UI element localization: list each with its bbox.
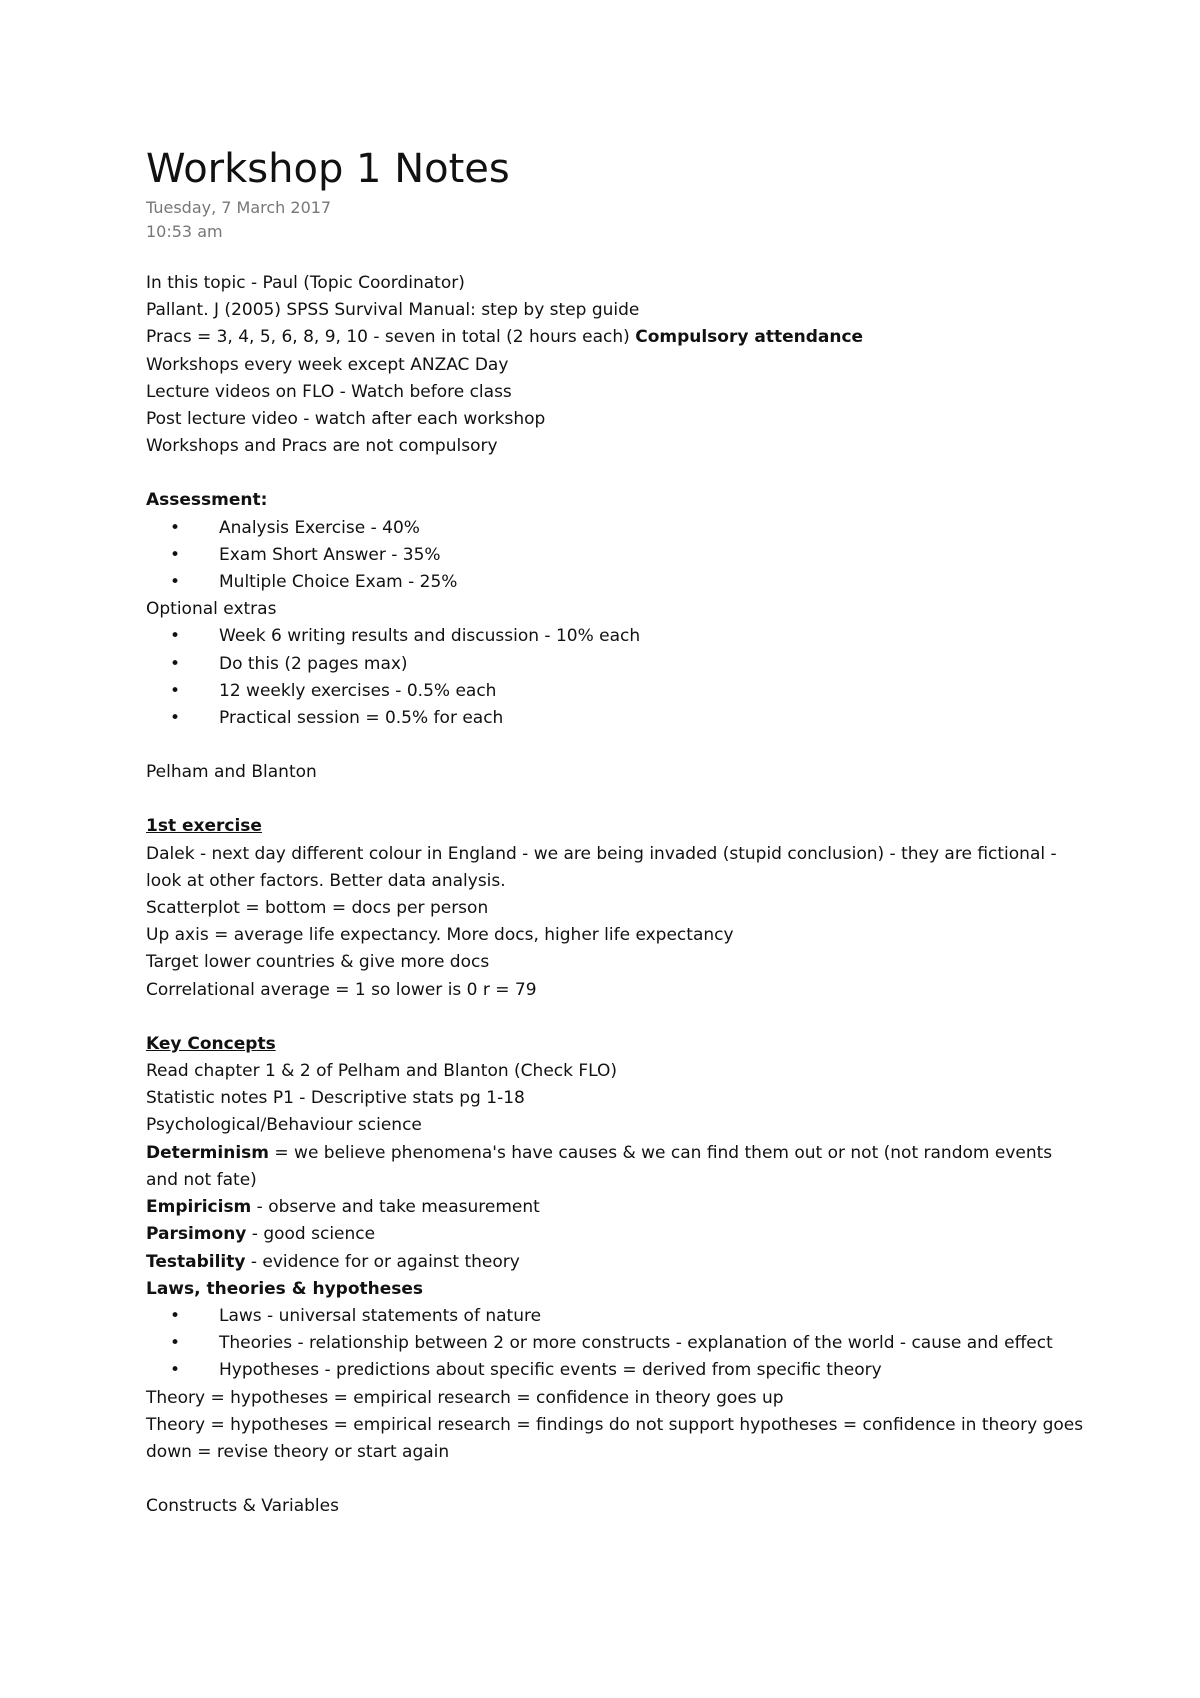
compulsory-attendance: Compulsory attendance (635, 327, 864, 348)
optional-extras-heading: Optional extras (146, 599, 277, 620)
laws-heading: Laws, theories & hypotheses (146, 1278, 424, 1299)
theory-line: Theory = hypotheses = empirical research = findings do not support hypotheses = confidence in theory goes down = revise theory or start again (146, 1414, 1084, 1462)
key-concepts-line: Read chapter 1 & 2 of Pelham and Blanton (Check FLO) (146, 1061, 618, 1082)
spacer (146, 460, 1086, 487)
key-concepts-line: Psychological/Behaviour science (146, 1115, 422, 1136)
term-line (146, 1194, 1086, 1221)
term-line (146, 1140, 1086, 1194)
exercise-line: Target lower countries & give more docs (146, 952, 490, 973)
exercise-line: Dalek - next day different colour in England - we are being invaded (stupid conclusion) - they are fictional - look at other factors. Better data analysis. (146, 843, 1057, 891)
list-item: • Hypotheses - predictions about specific events = derived from specific theory (146, 1357, 1086, 1384)
term-definition: - observe and take measurement (251, 1197, 540, 1218)
intro-line: Lecture videos on FLO - Watch before class (146, 381, 512, 402)
term-label: Determinism (146, 1142, 269, 1163)
list-item: • Multiple Choice Exam - 25% (146, 569, 1086, 596)
spacer (146, 1466, 1086, 1493)
exercise-line: Up axis = average life expectancy. More docs, higher life expectancy (146, 925, 734, 946)
pelham-heading: Pelham and Blanton (146, 762, 317, 783)
assessment-heading: Assessment: (146, 490, 268, 511)
note-body (146, 270, 1086, 1520)
term-definition: = we believe phenomena's have causes & we can find them out or not (not random events and not fate) (146, 1142, 1053, 1190)
exercise-heading: 1st exercise (146, 816, 262, 837)
page-title: Workshop 1 Notes (146, 146, 510, 192)
pracs-text: Pracs = 3, 4, 5, 6, 8, 9, 10 - seven in total (2 hours each) (146, 327, 630, 348)
term-label: Testability (146, 1251, 246, 1272)
theory-line: Theory = hypotheses = empirical research = confidence in theory goes up (146, 1387, 784, 1408)
term-label: Parsimony (146, 1224, 247, 1245)
spacer (146, 786, 1086, 813)
bullet-icon: • (170, 680, 181, 701)
list-item: • Theories - relationship between 2 or more constructs - explanation of the world - cause and effect (146, 1330, 1086, 1357)
term-definition: - evidence for or against theory (245, 1251, 520, 1272)
intro-line: Workshops every week except ANZAC Day (146, 354, 509, 375)
list-item: • Exam Short Answer - 35% (146, 542, 1086, 569)
list-item: • Practical session = 0.5% for each (146, 705, 1086, 732)
intro-line: Workshops and Pracs are not compulsory (146, 436, 498, 457)
spacer (146, 1004, 1086, 1031)
list-item: • 12 weekly exercises - 0.5% each (146, 678, 1086, 705)
spacer (146, 732, 1086, 759)
constructs-heading: Constructs & Variables (146, 1496, 339, 1517)
bullet-icon: • (170, 708, 181, 729)
bullet-icon: • (170, 1360, 181, 1381)
key-concepts-heading: Key Concepts (146, 1033, 276, 1054)
exercise-line: Correlational average = 1 so lower is 0 r = 79 (146, 979, 537, 1000)
laws-list (146, 1303, 1086, 1385)
note-date: Tuesday, 7 March 2017 (146, 198, 332, 217)
list-item: • Analysis Exercise - 40% (146, 515, 1086, 542)
note-time: 10:53 am (146, 222, 223, 241)
bullet-icon: • (170, 544, 181, 565)
intro-line: Post lecture video - watch after each workshop (146, 409, 546, 430)
exercise-line: Scatterplot = bottom = docs per person (146, 898, 489, 919)
bullet-icon: • (170, 626, 181, 647)
extras-list (146, 623, 1086, 732)
term-line (146, 1249, 1086, 1276)
key-concepts-line: Statistic notes P1 - Descriptive stats pg 1-18 (146, 1088, 525, 1109)
note-page (146, 142, 1086, 1520)
bullet-icon: • (170, 1305, 181, 1326)
intro-line (146, 324, 1086, 351)
intro-line: Pallant. J (2005) SPSS Survival Manual: step by step guide (146, 300, 640, 321)
bullet-icon: • (170, 653, 181, 674)
term-line (146, 1221, 1086, 1248)
term-label: Empiricism (146, 1197, 252, 1218)
bullet-icon: • (170, 517, 181, 538)
term-definition: - good science (246, 1224, 376, 1245)
list-item: • Week 6 writing results and discussion - 10% each (146, 623, 1086, 650)
list-item: • Do this (2 pages max) (146, 651, 1086, 678)
list-item: • Laws - universal statements of nature (146, 1303, 1086, 1330)
bullet-icon: • (170, 572, 181, 593)
assessment-list (146, 515, 1086, 597)
bullet-icon: • (170, 1333, 181, 1354)
intro-line: In this topic - Paul (Topic Coordinator) (146, 273, 465, 293)
